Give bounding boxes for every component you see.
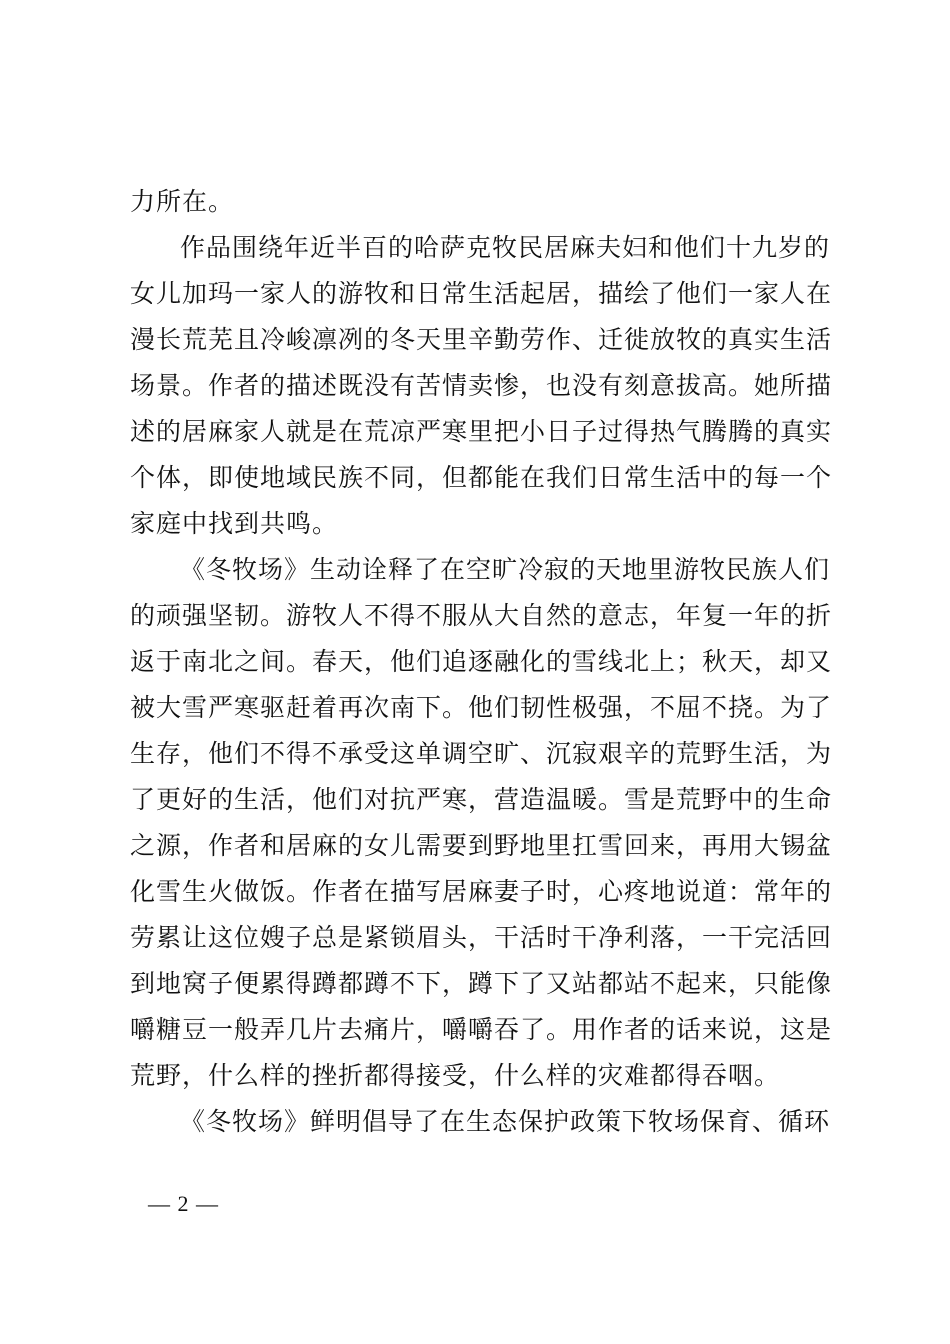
text-line: 被大雪严寒驱赶着再次南下。他们韧性极强，不屈不挠。为了 <box>130 693 833 722</box>
paragraph-ecology <box>130 1099 830 1145</box>
page-number: — 2 — <box>148 1191 219 1216</box>
text-line: 化雪生火做饭。作者在描写居麻妻子时，心疼地说道：常年的 <box>130 877 833 906</box>
text-line: 作品围绕年近半百的哈萨克牧民居麻夫妇和他们十九岁的 <box>180 233 831 262</box>
paragraph-intro <box>130 225 833 547</box>
text-line: 到地窝子便累得蹲都蹲不下，蹲下了又站都站不起来，只能像 <box>130 969 833 998</box>
text-line: 荒野，什么样的挫折都得接受，什么样的灾难都得吞咽。 <box>130 1061 781 1090</box>
paragraph-resilience <box>130 547 833 1099</box>
text-line: 家庭中找到共鸣。 <box>130 509 339 538</box>
document-body <box>130 179 833 1145</box>
text-line: 漫长荒芜且冷峻凛冽的冬天里辛勤劳作、迁徙放牧的真实生活 <box>130 325 833 354</box>
text-line: 《冬牧场》生动诠释了在空旷冷寂的天地里游牧民族人们 <box>180 555 831 584</box>
text-line: 《冬牧场》鲜明倡导了在生态保护政策下牧场保育、循环 <box>180 1107 831 1136</box>
text-line: 的顽强坚韧。游牧人不得不服从大自然的意志，年复一年的折 <box>130 601 833 630</box>
text-line: 力所在。 <box>130 187 235 216</box>
text-line: 了更好的生活，他们对抗严寒，营造温暖。雪是荒野中的生命 <box>130 785 833 814</box>
text-line: 劳累让这位嫂子总是紧锁眉头，干活时干净利落，一干完活回 <box>130 923 833 952</box>
text-line: 返于南北之间。春天，他们追逐融化的雪线北上；秋天，却又 <box>130 647 833 676</box>
text-line: 嚼糖豆一般弄几片去痛片，嚼嚼吞了。用作者的话来说，这是 <box>130 1015 833 1044</box>
text-line: 之源，作者和居麻的女儿需要到野地里扛雪回来，再用大锡盆 <box>130 831 833 860</box>
text-line: 述的居麻家人就是在荒凉严寒里把小日子过得热气腾腾的真实 <box>130 417 833 446</box>
text-line: 女儿加玛一家人的游牧和日常生活起居，描绘了他们一家人在 <box>130 279 833 308</box>
paragraph-continuation <box>130 179 830 225</box>
text-line: 生存，他们不得不承受这单调空旷、沉寂艰辛的荒野生活，为 <box>130 739 833 768</box>
text-line: 场景。作者的描述既没有苦情卖惨，也没有刻意拔高。她所描 <box>130 371 833 400</box>
text-line: 个体，即使地域民族不同，但都能在我们日常生活中的每一个 <box>130 463 833 492</box>
